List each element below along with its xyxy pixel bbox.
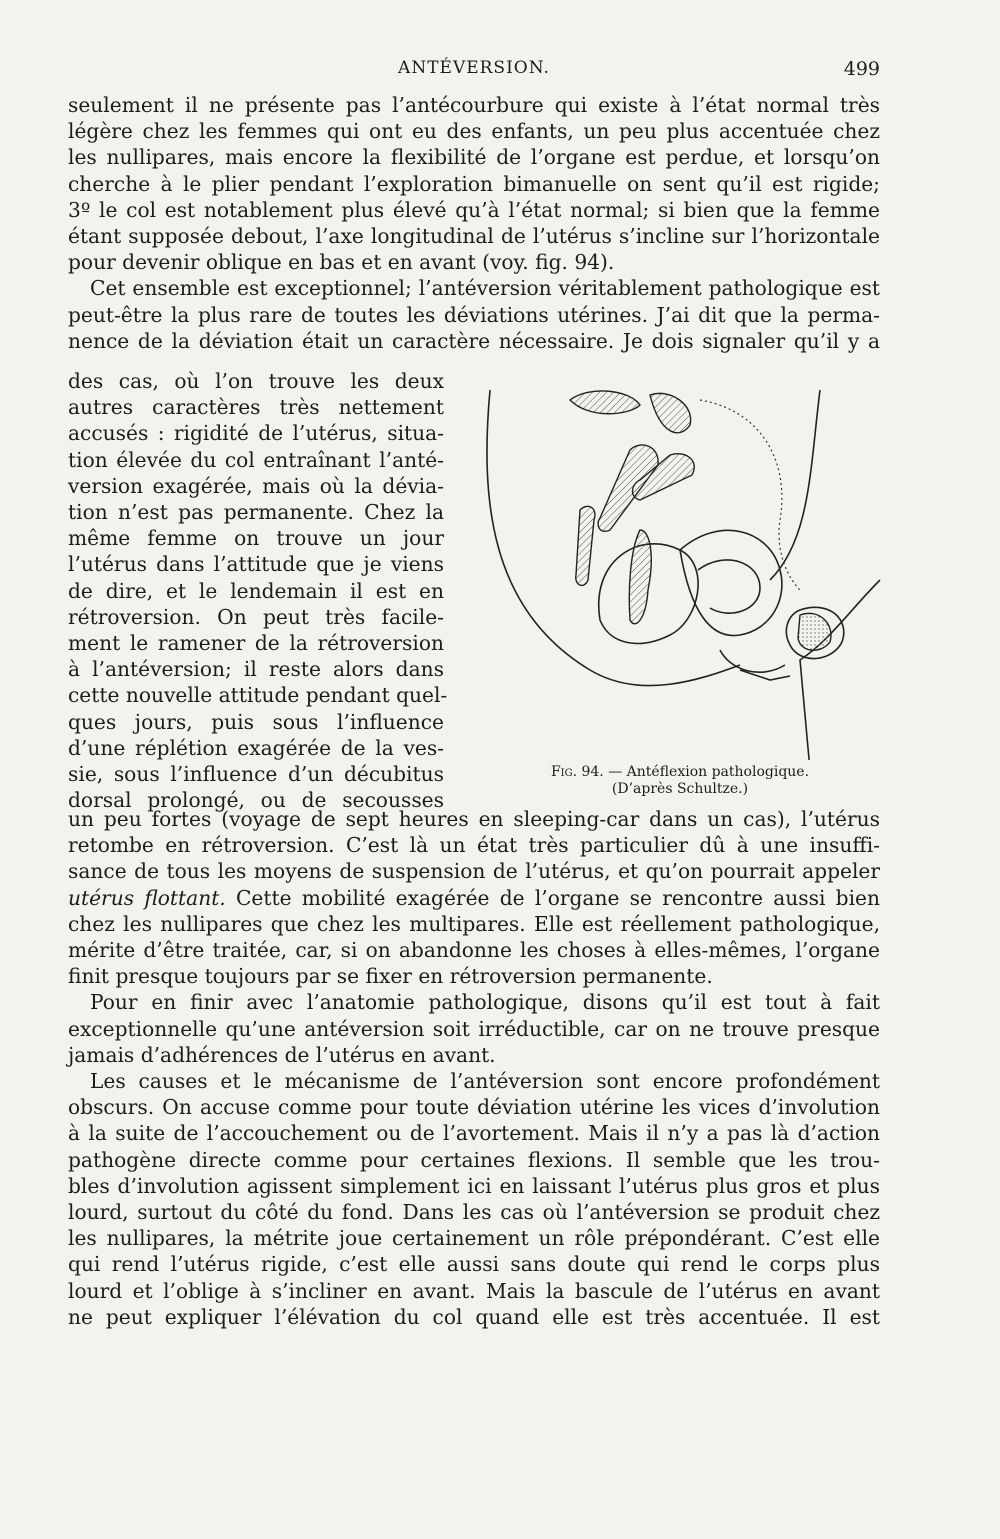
text-line: lourd et l’oblige à s’incliner en avant. Mais la bascule de l’utérus en avant	[68, 1278, 880, 1303]
text-line: seulement il ne présente pas l’antécourbure qui existe à l’état normal très	[68, 93, 880, 117]
text-line: à l’antéversion; il reste alors dans	[68, 657, 444, 682]
text-line: obscurs. On accuse comme pour toute déviation utérine les vices d’involution	[68, 1095, 880, 1120]
text-line: pour devenir oblique en bas et en avant (voy. fig. 94).	[68, 250, 615, 275]
text-line: sance de tous les moyens de suspension de l’utérus, et qu’on pourrait appeler	[68, 859, 880, 884]
text-line: jamais d’adhérences de l’utérus en avant.	[68, 1042, 496, 1067]
figure-94	[470, 380, 890, 810]
text-line: ment le ramener de la rétroversion	[68, 631, 444, 656]
text-line: autres caractères très nettement	[68, 395, 444, 420]
text-line: peut-être la plus rare de toutes les déviations utérines. J’ai dit que la perma-	[68, 302, 880, 327]
text-line: les nullipares, mais encore la flexibilité de l’organe est perdue, et lorsqu’on	[68, 145, 880, 170]
text-line: Les causes et le mécanisme de l’antéversion sont encore profondément	[90, 1069, 880, 1094]
text-line: qui rend l’utérus rigide, c’est elle aussi sans doute qui rend le corps plus	[68, 1252, 880, 1277]
text-line: Cet ensemble est exceptionnel; l’antéversion véritablement pathologique est	[90, 276, 880, 301]
text-line: l’utérus dans l’attitude que je viens	[68, 552, 444, 577]
figure-caption	[470, 764, 890, 798]
figure-label: Fig. 94.	[550, 764, 604, 780]
text-line: étant supposée debout, l’axe longitudinal de l’utérus s’incline sur l’horizontale	[68, 224, 880, 249]
text-line: finit presque toujours par se fixer en rétroversion permanente.	[68, 964, 713, 989]
text-line: tion élevée du col entraînant l’anté-	[68, 447, 444, 472]
text-line: nence de la déviation était un caractère nécessaire. Je dois signaler qu’il y a	[68, 328, 880, 353]
text-line: sie, sous l’influence d’un décubitus	[68, 762, 444, 787]
caption-source: (D’après Schultze.)	[611, 781, 749, 797]
text-line: à la suite de l’accouchement ou de l’avortement. Mais il n’y a pas là d’action	[68, 1121, 880, 1146]
text-line: tion n’est pas permanente. Chez la	[68, 500, 444, 525]
text-line: exceptionnelle qu’une antéversion soit irréductible, car on ne trouve presque	[68, 1016, 880, 1041]
text-line: lourd, surtout du côté du fond. Dans les cas où l’antéversion se produit chez	[68, 1200, 880, 1225]
caption-text: — Antéflexion pathologique.	[603, 764, 810, 780]
page-header	[68, 58, 880, 86]
text-line: bles d’involution agissent simplement ici en laissant l’utérus plus gros et plus	[68, 1173, 880, 1198]
text-block-wrapped	[68, 368, 448, 813]
text-line: version exagérée, mais où la dévia-	[68, 473, 444, 498]
italic-term: utérus flottant.	[68, 885, 226, 910]
text-block-lower	[68, 806, 880, 1330]
text-block-top	[68, 92, 880, 354]
text-line: des cas, où l’on trouve les deux	[68, 369, 444, 393]
text-line: même femme on trouve un jour	[68, 526, 444, 551]
running-title: ANTÉVERSION.	[398, 58, 550, 78]
text-line: pathogène directe comme pour certaines flexions. Il semble que les trou-	[68, 1147, 880, 1172]
caption-title-line	[470, 764, 890, 781]
text-line: mérite d’être traitée, car, si on abandonne les choses à elles-mêmes, l’organe	[68, 938, 880, 963]
text-line: chez les nullipares que chez les multipares. Elle est réellement pathologique,	[68, 911, 880, 936]
text-line: un peu fortes (voyage de sept heures en sleeping-car dans un cas), l’utérus	[68, 807, 880, 831]
text-line: de dire, et le lendemain il est en	[68, 578, 444, 603]
text-line: ne peut expliquer l’élévation du col quand elle est très accentuée. Il est	[68, 1304, 880, 1329]
text-line-italic	[68, 885, 880, 911]
text-line: dorsal prolongé, ou de secousses	[68, 788, 444, 813]
text-line: ques jours, puis sous l’influence	[68, 709, 444, 734]
text-line: accusés : rigidité de l’utérus, situa-	[68, 421, 444, 446]
text-line: 3º le col est notablement plus élevé qu’à l’état normal; si bien que la femme	[68, 197, 880, 222]
text-line: d’une réplétion exagérée de la ves-	[68, 735, 444, 760]
text-line: Pour en finir avec l’anatomie pathologique, disons qu’il est tout à fait	[90, 990, 880, 1015]
page-number: 499	[843, 58, 880, 80]
text-line: retombe en rétroversion. C’est là un état très particulier dû à une insuffi-	[68, 833, 880, 858]
text-line: cette nouvelle attitude pendant quel-	[68, 683, 448, 708]
text-line: rétroversion. On peut très facile-	[68, 604, 444, 629]
text-line: cherche à le plier pendant l’exploration bimanuelle on sent qu’il est rigide;	[68, 171, 880, 196]
text-fragment: Cette mobilité exagérée de l’organe se rencontre aussi bien	[225, 885, 880, 910]
anteflexion-illustration	[470, 380, 890, 760]
text-line: les nullipares, la métrite joue certainement un rôle prépondérant. C’est elle	[68, 1226, 880, 1251]
text-line: légère chez les femmes qui ont eu des enfants, un peu plus accentuée chez	[68, 119, 880, 144]
